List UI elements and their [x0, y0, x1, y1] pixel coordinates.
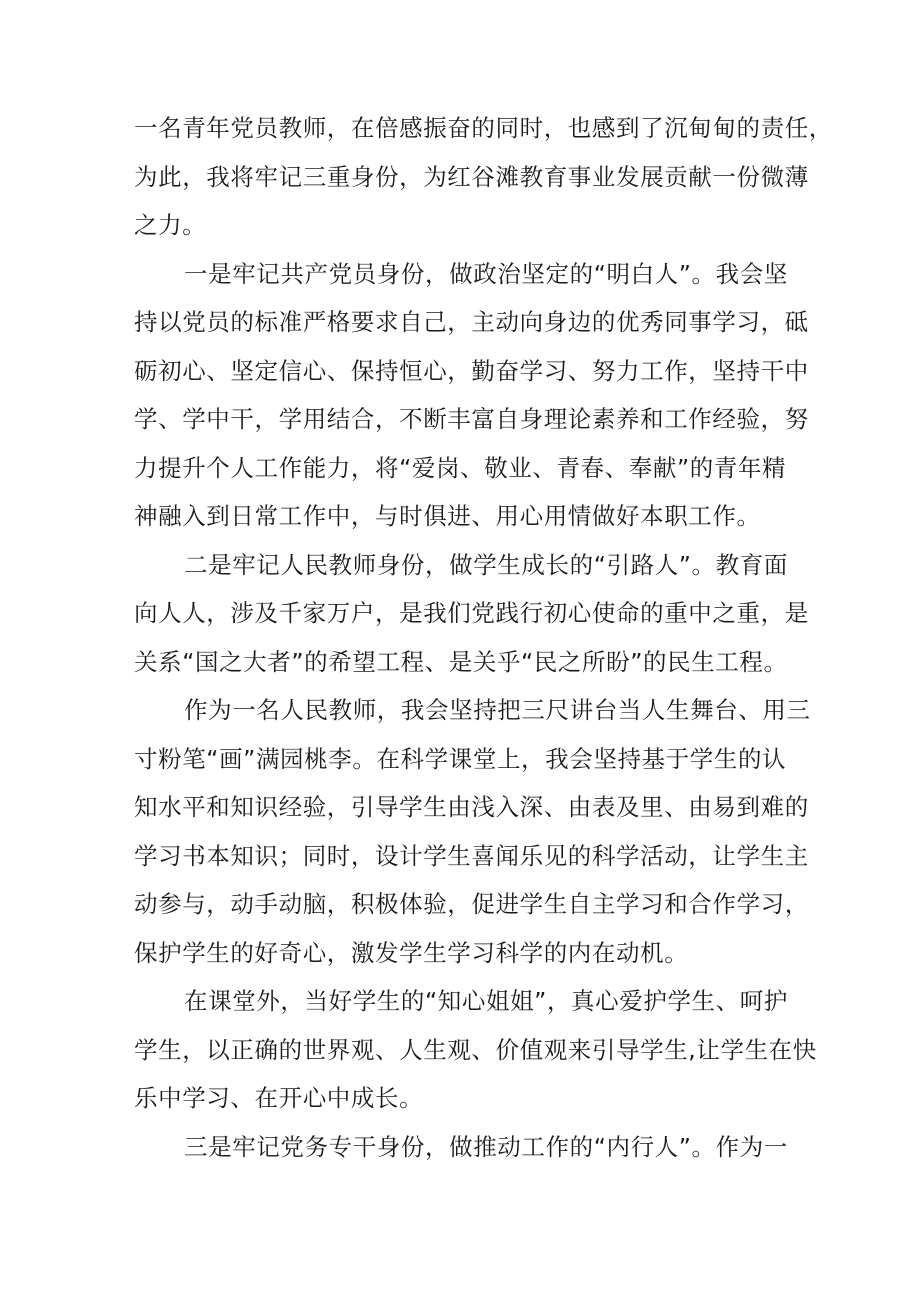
text-line: 在课堂外，当好学生的“知心姐姐”，真心爱护学生、呵护 — [184, 987, 788, 1015]
text-line: 学、学中干，学用结合，不断丰富自身理论素养和工作经验，努 — [134, 405, 809, 433]
text-line: 乐中学习、在开心中成长。 — [134, 1084, 424, 1112]
text-line: 动参与，动手动脑，积极体验，促进学生自主学习和合作学习， — [134, 890, 809, 918]
text-line: 关系“国之大者”的希望工程、是关乎“民之所盼”的民生工程。 — [134, 647, 788, 676]
text-line: 寸粉笔“画”满园桃李。在科学课堂上，我会坚持基于学生的认 — [134, 744, 787, 773]
text-line: 学生，以正确的世界观、人生观、价值观来引导学生,让学生在快 — [134, 1035, 817, 1064]
text-line: 神融入到日常工作中，与时俱进、用心用情做好本职工作。 — [134, 502, 761, 530]
text-line: 力提升个人工作能力，将“爱岗、敬业、青春、奉献”的青年精 — [134, 453, 787, 482]
text-line: 一是牢记共产党员身份，做政治坚定的“明白人”。我会坚 — [184, 259, 788, 288]
text-line: 为此，我将牢记三重身份，为红谷滩教育事业发展贡献一份微薄 — [134, 162, 809, 191]
text-line: 三是牢记党务专干身份，做推动工作的“内行人”。作为一 — [184, 1132, 788, 1161]
text-line: 作为一名人民教师，我会坚持把三尺讲台当人生舞台、用三 — [184, 696, 811, 724]
text-line: 知水平和知识经验，引导学生由浅入深、由表及里、由易到难的 — [134, 793, 809, 821]
text-line: 学习书本知识；同时，设计学生喜闻乐见的科学活动，让学生主 — [134, 841, 809, 870]
text-line: 二是牢记人民教师身份，做学生成长的“引路人”。教育面 — [184, 550, 788, 579]
text-line: 向人人，涉及千家万户，是我们党践行初心使命的重中之重，是 — [134, 599, 809, 627]
text-line: 一名青年党员教师，在倍感振奋的同时，也感到了沉甸甸的责任， — [134, 114, 833, 142]
text-line: 砺初心、坚定信心、保持恒心，勤奋学习、努力工作，坚持干中 — [134, 356, 809, 385]
text-line: 持以党员的标准严格要求自己，主动向身边的优秀同事学习，砥 — [134, 308, 809, 336]
text-line: 保护学生的好奇心，激发学生学习科学的内在动机。 — [134, 938, 689, 967]
document-body — [134, 104, 833, 1171]
text-line: 之力。 — [134, 211, 207, 239]
